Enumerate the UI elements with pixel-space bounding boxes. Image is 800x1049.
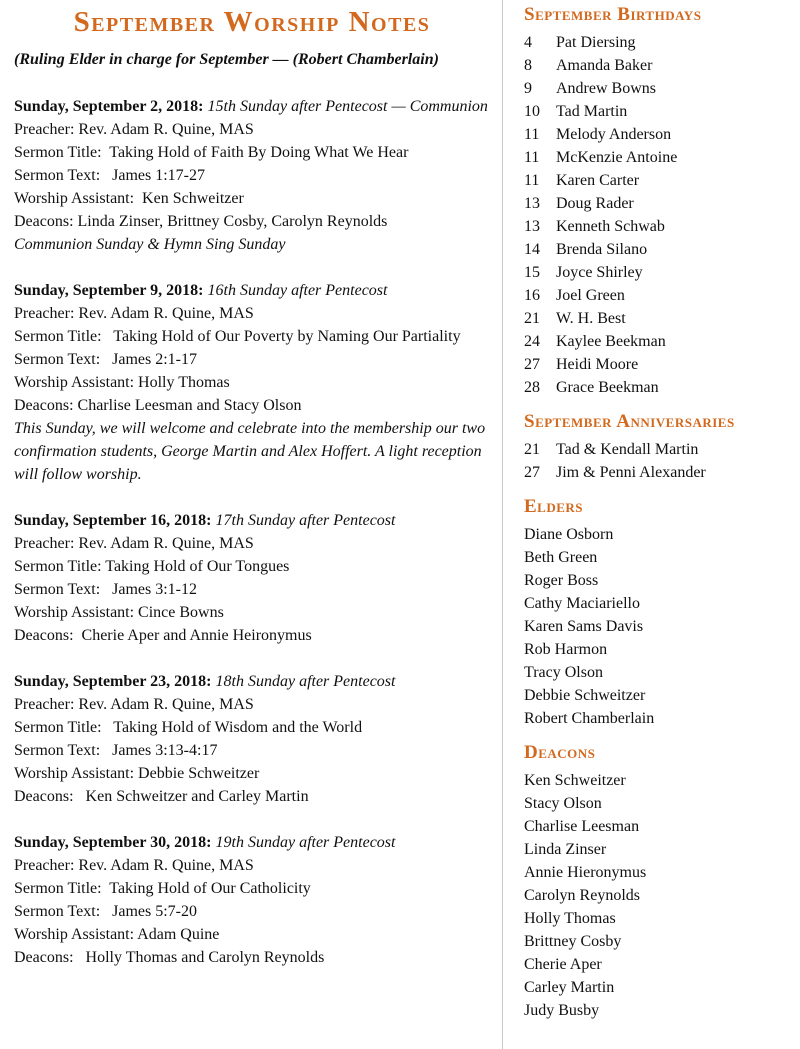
- service-sermon-text: Sermon Text: James 3:1-12: [14, 581, 198, 598]
- birthday-row: [524, 54, 792, 77]
- service-note: This Sunday, we will welcome and celebrate into the membership our two confirmation students, George Martin and Alex Hoffert. A light reception will follow worship.: [14, 420, 490, 483]
- birthday-row: [524, 330, 792, 353]
- worship-services-list: [14, 95, 490, 969]
- service-deacons: Deacons: Charlise Leesman and Stacy Olson: [14, 397, 302, 414]
- birthday-row: [524, 192, 792, 215]
- elder-name: Diane Osborn: [524, 526, 614, 543]
- page-title: September Worship Notes: [73, 6, 431, 38]
- birthday-day: 13: [524, 218, 540, 235]
- worship-service-section: [14, 95, 490, 256]
- deacon-name: Charlise Leesman: [524, 818, 640, 835]
- deacon-name: Judy Busby: [524, 1002, 600, 1019]
- deacon-name: Cherie Aper: [524, 956, 602, 973]
- elders-list: [524, 523, 792, 730]
- deacons-list: [524, 769, 792, 1022]
- deacon-name: Carolyn Reynolds: [524, 887, 640, 904]
- service-worship-assistant: Worship Assistant: Adam Quine: [14, 926, 220, 943]
- service-deacons: Deacons: Ken Schweitzer and Carley Martin: [14, 788, 309, 805]
- birthday-name: W. H. Best: [556, 310, 626, 327]
- service-sermon-text: Sermon Text: James 2:1-17: [14, 351, 198, 368]
- birthday-day: 11: [524, 126, 540, 143]
- birthday-day: 28: [524, 379, 540, 396]
- service-sunday-name: 18th Sunday after Pentecost: [215, 673, 396, 690]
- worship-service-section: [14, 509, 490, 647]
- birthday-row: [524, 238, 792, 261]
- birthday-name: Doug Rader: [556, 195, 634, 212]
- birthday-name: Pat Diersing: [556, 34, 636, 51]
- elder-name: Roger Boss: [524, 572, 599, 589]
- birthday-name: Kenneth Schwab: [556, 218, 665, 235]
- birthday-name: Andrew Bowns: [556, 80, 656, 97]
- birthday-day: 21: [524, 310, 540, 327]
- service-preacher: Preacher: Rev. Adam R. Quine, MAS: [14, 305, 254, 322]
- service-deacons: Deacons: Cherie Aper and Annie Heironymus: [14, 627, 312, 644]
- birthday-name: Amanda Baker: [556, 57, 653, 74]
- elder-name: Robert Chamberlain: [524, 710, 655, 727]
- worship-service-section: [14, 670, 490, 808]
- elder-name: Cathy Maciariello: [524, 595, 640, 612]
- birthdays-heading: September Birthdays: [524, 4, 702, 25]
- service-date: Sunday, September 9, 2018:: [14, 282, 204, 299]
- anniversaries-list: [524, 438, 792, 484]
- sidebar-column: [503, 0, 800, 1049]
- service-deacons: Deacons: Holly Thomas and Carolyn Reynolds: [14, 949, 325, 966]
- birthday-day: 10: [524, 103, 540, 120]
- service-sermon-title: Sermon Title: Taking Hold of Our Tongues: [14, 558, 290, 575]
- birthdays-list: [524, 31, 792, 399]
- service-worship-assistant: Worship Assistant: Ken Schweitzer: [14, 190, 244, 207]
- birthday-row: [524, 376, 792, 399]
- birthday-name: Tad Martin: [556, 103, 628, 120]
- service-preacher: Preacher: Rev. Adam R. Quine, MAS: [14, 121, 254, 138]
- service-date: Sunday, September 2, 2018:: [14, 98, 204, 115]
- service-sermon-title: Sermon Title: Taking Hold of Wisdom and the World: [14, 719, 363, 736]
- deacon-name: Stacy Olson: [524, 795, 602, 812]
- service-sunday-name: 19th Sunday after Pentecost: [215, 834, 396, 851]
- worship-service-section: [14, 831, 490, 969]
- service-sermon-title: Sermon Title: Taking Hold of Faith By Doing What We Hear: [14, 144, 409, 161]
- deacon-name: Linda Zinser: [524, 841, 607, 858]
- service-date: Sunday, September 23, 2018:: [14, 673, 212, 690]
- service-sunday-name: 17th Sunday after Pentecost: [215, 512, 396, 529]
- service-sunday-name: 15th Sunday after Pentecost — Communion: [207, 98, 488, 115]
- deacon-name: Annie Hieronymus: [524, 864, 647, 881]
- elder-name: Debbie Schweitzer: [524, 687, 646, 704]
- deacons-heading: Deacons: [524, 742, 596, 763]
- birthday-row: [524, 123, 792, 146]
- service-deacons: Deacons: Linda Zinser, Brittney Cosby, Carolyn Reynolds: [14, 213, 388, 230]
- elder-name: Rob Harmon: [524, 641, 608, 658]
- birthday-day: 4: [524, 34, 532, 51]
- service-preacher: Preacher: Rev. Adam R. Quine, MAS: [14, 535, 254, 552]
- birthday-name: Karen Carter: [556, 172, 640, 189]
- birthday-day: 11: [524, 149, 540, 166]
- service-worship-assistant: Worship Assistant: Debbie Schweitzer: [14, 765, 260, 782]
- service-header: [14, 279, 490, 302]
- anniversary-row: [524, 461, 792, 484]
- elders-heading: Elders: [524, 496, 584, 517]
- service-preacher: Preacher: Rev. Adam R. Quine, MAS: [14, 696, 254, 713]
- service-sunday-name: 16th Sunday after Pentecost: [207, 282, 388, 299]
- birthday-day: 16: [524, 287, 540, 304]
- birthday-name: Kaylee Beekman: [556, 333, 666, 350]
- birthday-name: Heidi Moore: [556, 356, 639, 373]
- birthday-name: McKenzie Antoine: [556, 149, 678, 166]
- anniversary-day: 21: [524, 441, 540, 458]
- service-worship-assistant: Worship Assistant: Holly Thomas: [14, 374, 230, 391]
- service-sermon-title: Sermon Title: Taking Hold of Our Poverty by Naming Our Partiality: [14, 328, 461, 345]
- anniversary-row: [524, 438, 792, 461]
- elder-name: Karen Sams Davis: [524, 618, 644, 635]
- service-header: [14, 95, 490, 118]
- birthday-day: 8: [524, 57, 532, 74]
- birthday-name: Grace Beekman: [556, 379, 659, 396]
- service-note: Communion Sunday & Hymn Sing Sunday: [14, 236, 286, 253]
- birthday-day: 24: [524, 333, 540, 350]
- birthday-row: [524, 261, 792, 284]
- birthday-day: 15: [524, 264, 540, 281]
- deacon-name: Brittney Cosby: [524, 933, 622, 950]
- anniversary-names: Tad & Kendall Martin: [556, 441, 699, 458]
- elder-name: Tracy Olson: [524, 664, 603, 681]
- service-date: Sunday, September 16, 2018:: [14, 512, 212, 529]
- elder-name: Beth Green: [524, 549, 598, 566]
- birthday-row: [524, 31, 792, 54]
- service-date: Sunday, September 30, 2018:: [14, 834, 212, 851]
- deacon-name: Holly Thomas: [524, 910, 616, 927]
- service-preacher: Preacher: Rev. Adam R. Quine, MAS: [14, 857, 254, 874]
- deacon-name: Ken Schweitzer: [524, 772, 626, 789]
- birthday-row: [524, 307, 792, 330]
- service-header: [14, 509, 490, 532]
- service-sermon-text: Sermon Text: James 3:13-4:17: [14, 742, 218, 759]
- birthday-row: [524, 215, 792, 238]
- birthday-row: [524, 146, 792, 169]
- birthday-row: [524, 169, 792, 192]
- birthday-day: 9: [524, 80, 532, 97]
- birthday-name: Brenda Silano: [556, 241, 648, 258]
- service-sermon-text: Sermon Text: James 5:7-20: [14, 903, 198, 920]
- birthday-name: Melody Anderson: [556, 126, 672, 143]
- anniversary-names: Jim & Penni Alexander: [556, 464, 706, 481]
- birthday-name: Joyce Shirley: [556, 264, 643, 281]
- birthday-row: [524, 77, 792, 100]
- service-header: [14, 670, 490, 693]
- birthday-row: [524, 353, 792, 376]
- birthday-day: 14: [524, 241, 540, 258]
- anniversary-day: 27: [524, 464, 540, 481]
- deacon-name: Carley Martin: [524, 979, 615, 996]
- birthday-day: 11: [524, 172, 540, 189]
- birthday-row: [524, 100, 792, 123]
- service-sermon-title: Sermon Title: Taking Hold of Our Catholicity: [14, 880, 311, 897]
- service-worship-assistant: Worship Assistant: Cince Bowns: [14, 604, 224, 621]
- service-header: [14, 831, 490, 854]
- anniversaries-heading: September Anniversaries: [524, 411, 735, 432]
- service-sermon-text: Sermon Text: James 1:17-27: [14, 167, 206, 184]
- birthday-name: Joel Green: [556, 287, 625, 304]
- birthday-row: [524, 284, 792, 307]
- ruling-elder-note: (Ruling Elder in charge for September — (Robert Chamberlain): [14, 51, 439, 68]
- worship-service-section: [14, 279, 490, 486]
- birthday-day: 27: [524, 356, 540, 373]
- birthday-day: 13: [524, 195, 540, 212]
